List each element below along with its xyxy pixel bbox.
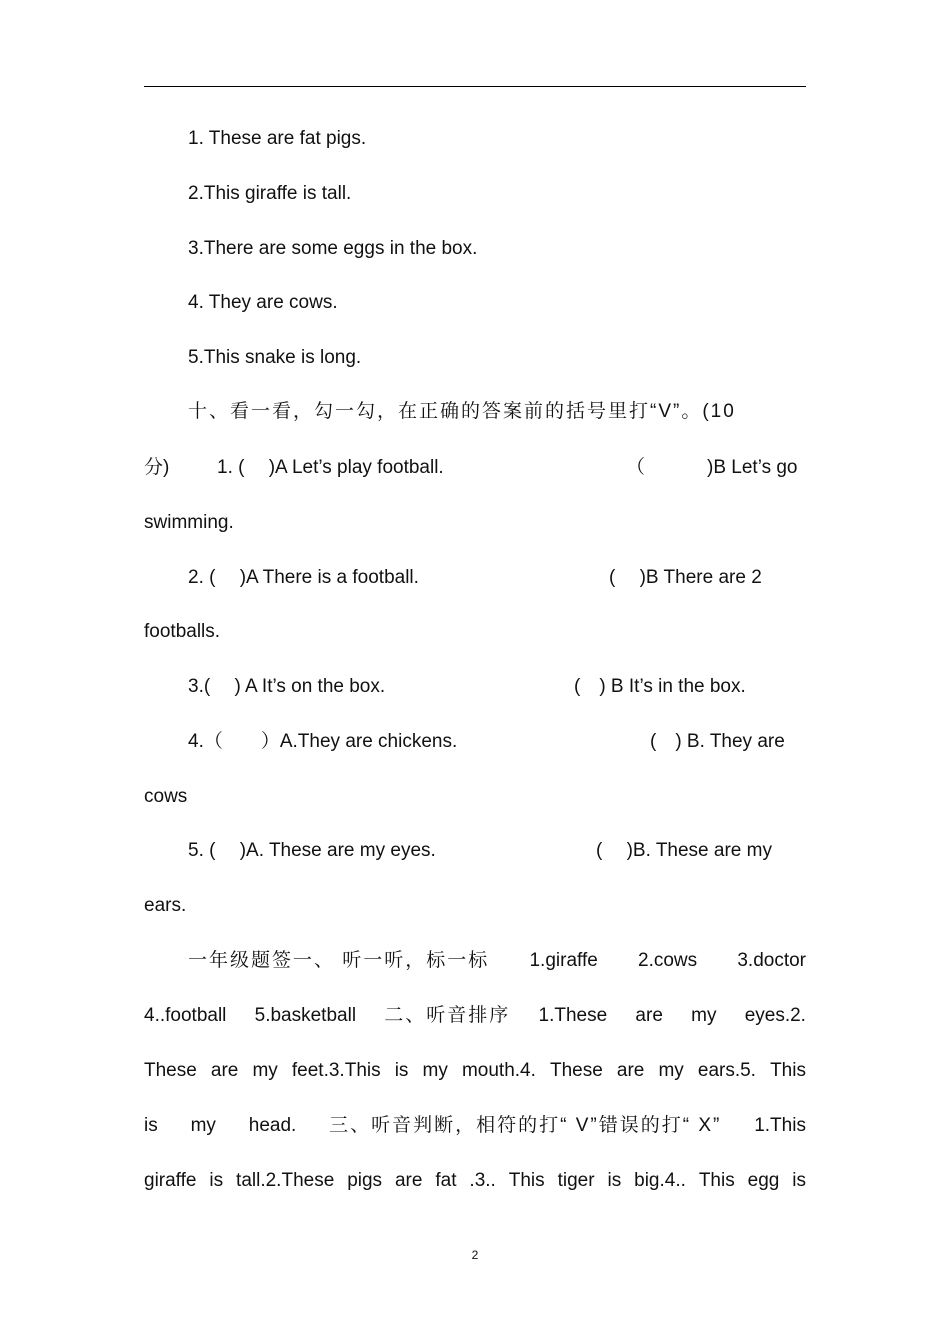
q4-option-a: 4.（ ）A.They are chickens. (188, 731, 458, 752)
sentence-3: 3.There are some eggs in the box. (188, 238, 478, 259)
answer-word: 三、听音判断，相符的打“ V”错误的打“ X” (329, 1115, 722, 1136)
sentence-2: 2.This giraffe is tall. (188, 183, 352, 204)
answer-line-2 (144, 1004, 806, 1028)
answer-word: is (144, 1115, 158, 1136)
answer-word: my (252, 1060, 278, 1081)
answer-word: my (422, 1060, 448, 1081)
q5-option-b: ( )B. These are my (596, 840, 772, 861)
answer-word: giraffe (144, 1170, 197, 1191)
answer-word: 1.These (538, 1005, 608, 1026)
q2-continuation: footballs. (144, 621, 221, 642)
q3-option-b: ( ) B It’s in the box. (574, 676, 746, 697)
answer-word: These (549, 1060, 603, 1081)
q1-paren: （ (626, 457, 646, 478)
q3-option-a: 3.( ) A It’s on the box. (188, 676, 386, 697)
q2-option-b: ( )B There are 2 (609, 567, 762, 588)
answer-line-1 (188, 949, 806, 973)
q1-option-a: 1. ( )A Let’s play football. (217, 457, 444, 478)
answer-word: feet.3.This (291, 1060, 381, 1081)
answer-word: are (616, 1060, 645, 1081)
answer-word: 2.cows (638, 950, 698, 971)
q4-option-b: ( ) B. They are (650, 731, 785, 752)
answer-line-3 (144, 1059, 806, 1083)
answer-word: are (635, 1005, 663, 1026)
section-10-heading: 十、看一看，勾一勾，在正确的答案前的括号里打“V”。(10 (188, 401, 736, 422)
answer-word: is (394, 1060, 409, 1081)
answer-word: are (210, 1060, 239, 1081)
answer-word: This (770, 1060, 806, 1081)
answer-word: head. (248, 1115, 297, 1136)
sentence-1: 1. These are fat pigs. (188, 128, 367, 149)
answer-word: 3.doctor (737, 950, 806, 971)
answer-word: This (508, 1170, 545, 1191)
header-rule (144, 86, 806, 87)
answer-word: 二、听音排序 (384, 1005, 511, 1026)
answer-word: 5.basketball (254, 1005, 357, 1026)
answer-word: pigs (347, 1170, 383, 1191)
answer-word: my (190, 1115, 216, 1136)
answer-word: .3.. (469, 1170, 496, 1191)
answer-word: big.4.. (634, 1170, 686, 1191)
answer-word: mouth.4. (461, 1060, 536, 1081)
answer-word: fat (435, 1170, 457, 1191)
answer-word: egg (747, 1170, 780, 1191)
q5-continuation: ears. (144, 895, 187, 916)
answer-line-5 (144, 1169, 806, 1193)
answer-word: is (209, 1170, 224, 1191)
q1-continuation: swimming. (144, 512, 234, 533)
answer-word: my (658, 1060, 684, 1081)
answer-word: 4..football (144, 1005, 227, 1026)
score-suffix: 分) (144, 457, 170, 478)
answer-word: This (698, 1170, 735, 1191)
q2-option-a: 2. ( )A There is a football. (188, 567, 419, 588)
answer-word: 1.giraffe (529, 950, 598, 971)
answer-word: tiger (557, 1170, 595, 1191)
answer-word: my (691, 1005, 717, 1026)
q1-option-b: )B Let’s go (707, 457, 798, 478)
answer-word: eyes.2. (744, 1005, 806, 1026)
answer-line-4 (144, 1114, 806, 1138)
answer-word: 一年级题签一、 听一听，标一标 (188, 950, 490, 971)
answer-word: are (394, 1170, 423, 1191)
answer-word: These (144, 1060, 197, 1081)
answer-word: ears.5. (697, 1060, 756, 1081)
answer-word: is (792, 1170, 806, 1191)
page-number: 2 (471, 1248, 479, 1262)
answer-word: 1.This (754, 1115, 806, 1136)
sentence-5: 5.This snake is long. (188, 347, 362, 368)
q4-continuation: cows (144, 786, 188, 807)
q5-option-a: 5. ( )A. These are my eyes. (188, 840, 436, 861)
answer-word: tall.2.These (236, 1170, 335, 1191)
sentence-4: 4. They are cows. (188, 292, 338, 313)
answer-word: is (607, 1170, 622, 1191)
